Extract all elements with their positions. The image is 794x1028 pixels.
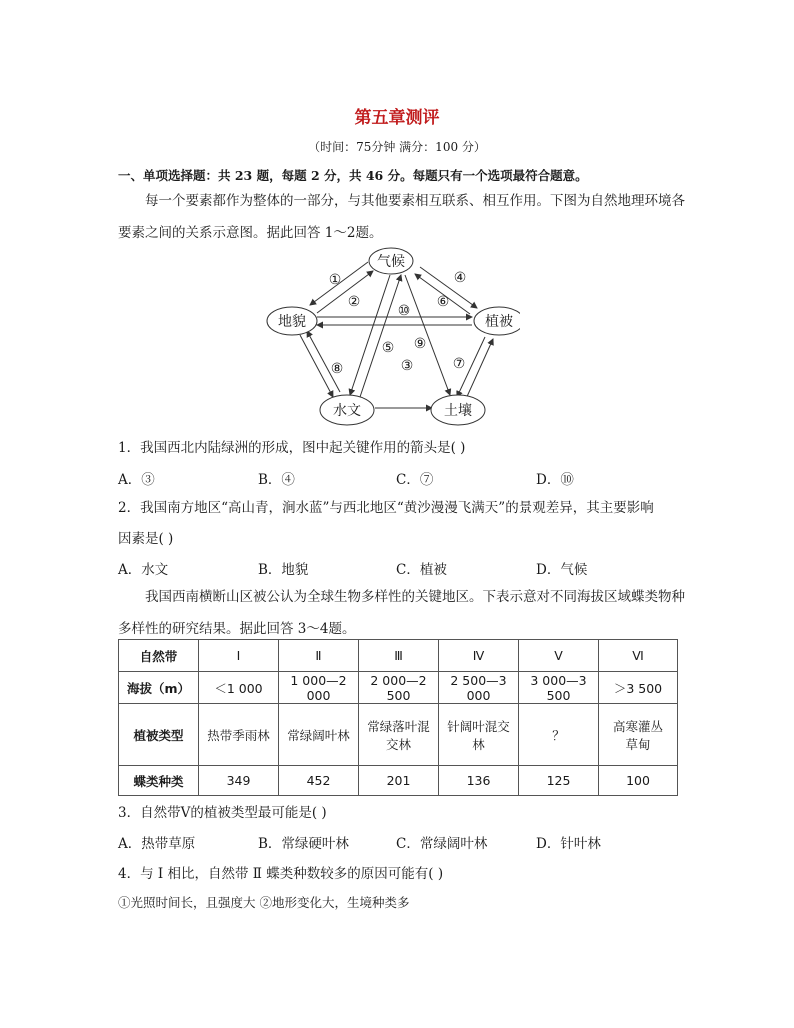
- table-cell: 常绿阔叶林: [279, 704, 359, 766]
- hydrology-label: 水文: [333, 403, 361, 419]
- arrow-9: [405, 275, 450, 395]
- table-cell: Ⅴ: [519, 640, 599, 672]
- q3-option-a: A．热带草原: [118, 836, 196, 852]
- row-head: 海拔（m）: [119, 672, 199, 704]
- q1-option-b: B．④: [258, 472, 295, 488]
- q1-option-d: D．⑩: [536, 472, 574, 488]
- exam-info: （时间：75分钟 满分：100 分）: [308, 140, 486, 154]
- table-cell: Ⅵ: [599, 640, 678, 672]
- question-2-line-1: 2．我国南方地区“高山青，涧水蓝”与西北地区“黄沙漫漫飞满天”的景观差异，其主要影响: [118, 500, 654, 516]
- table-row: [119, 766, 678, 796]
- question-3: 3．自然带Ⅴ的植被类型最可能是( ): [118, 805, 327, 821]
- arrow-8a: [300, 335, 333, 397]
- page-title: 第五章测评: [354, 108, 440, 128]
- q3-option-c: C．常绿阔叶林: [396, 836, 488, 852]
- arrow-label-6: ⑥: [436, 294, 450, 310]
- arrow-3: [347, 275, 390, 395]
- table-cell: ＞3 500: [599, 672, 678, 704]
- table-cell: 热带季雨林: [199, 704, 279, 766]
- table-cell: ？: [519, 704, 599, 766]
- table-cell: Ⅱ: [279, 640, 359, 672]
- butterfly-table: [118, 639, 678, 796]
- arrow-label-10: ⑩: [397, 303, 411, 319]
- arrow-label-7: ⑦: [452, 356, 466, 372]
- table-cell: 201: [359, 766, 439, 796]
- table-cell: 1 000—2 000: [279, 672, 359, 704]
- q3-option-b: B．常绿硬叶林: [258, 836, 349, 852]
- table-cell: 针阔叶混交林: [439, 704, 519, 766]
- table-cell: ＜1 000: [199, 672, 279, 704]
- climate-label: 气候: [377, 254, 405, 270]
- table-row: [119, 704, 678, 766]
- intro-paragraph-1: 每一个要素都作为整体的一部分，与其他要素相互联系、相互作用。下图为自然地理环境各要素之间的关系示意图。据此回答 1～2题。: [118, 193, 685, 241]
- q1-option-c: C．⑦: [396, 472, 434, 488]
- table-cell: 3 000—3 500: [519, 672, 599, 704]
- table-cell: 高寒灌丛草甸: [599, 704, 678, 766]
- table-cell: 136: [439, 766, 519, 796]
- intro-paragraph-2: 我国西南横断山区被公认为全球生物多样性的关键地区。下表示意对不同海拔区域蝶类物种多样性的研究结果。据此回答 3～4题。: [118, 589, 685, 637]
- question-4: 4．与 Ⅰ 相比，自然带 Ⅱ 蝶类种数较多的原因可能有( ): [118, 866, 444, 882]
- table-cell: 349: [199, 766, 279, 796]
- arrow-label-9: ⑨: [413, 336, 427, 352]
- arrow-2: [317, 271, 373, 313]
- table-cell: 2 500—3 000: [439, 672, 519, 704]
- arrow-label-3: ③: [400, 358, 414, 374]
- q3-option-d: D．针叶林: [536, 836, 601, 852]
- table-cell: Ⅲ: [359, 640, 439, 672]
- soil-label: 土壤: [444, 403, 472, 419]
- row-head: 植被类型: [119, 704, 199, 766]
- arrow-label-5: ⑤: [381, 340, 395, 356]
- table-cell: 125: [519, 766, 599, 796]
- q2-option-d: D．气候: [536, 562, 588, 578]
- table-cell: Ⅰ: [199, 640, 279, 672]
- arrow-label-1: ①: [328, 272, 342, 288]
- q1-option-a: A．③: [118, 472, 155, 488]
- landform-label: 地貌: [278, 314, 306, 330]
- arrow-label-8: ⑧: [330, 361, 344, 377]
- section-heading: 一、单项选择题：共 23 题，每题 2 分，共 46 分。每题只有一个选项最符合题意。: [118, 168, 588, 183]
- table-cell: 100: [599, 766, 678, 796]
- arrow-label-4: ④: [453, 270, 467, 286]
- row-head: 自然带: [119, 640, 199, 672]
- table-cell: 常绿落叶混交林: [359, 704, 439, 766]
- question-2-line-2: 因素是( ): [118, 531, 174, 547]
- table-cell: 2 000—2 500: [359, 672, 439, 704]
- q2-option-c: C．植被: [396, 562, 447, 578]
- table-row: [119, 672, 678, 704]
- table-cell: Ⅳ: [439, 640, 519, 672]
- q4-statements: ①光照时间长，且强度大 ②地形变化大，生境种类多: [118, 895, 410, 910]
- arrow-label-2: ②: [347, 294, 361, 310]
- q2-option-a: A．水文: [118, 562, 169, 578]
- relationship-diagram: [255, 245, 520, 430]
- vegetation-label: 植被: [485, 314, 513, 330]
- table-row: [119, 640, 678, 672]
- q2-option-b: B．地貌: [258, 562, 309, 578]
- table-cell: 452: [279, 766, 359, 796]
- row-head: 蝶类种类: [119, 766, 199, 796]
- arrow-5: [360, 275, 401, 397]
- question-1: 1．我国西北内陆绿洲的形成，图中起关键作用的箭头是( ): [118, 440, 466, 456]
